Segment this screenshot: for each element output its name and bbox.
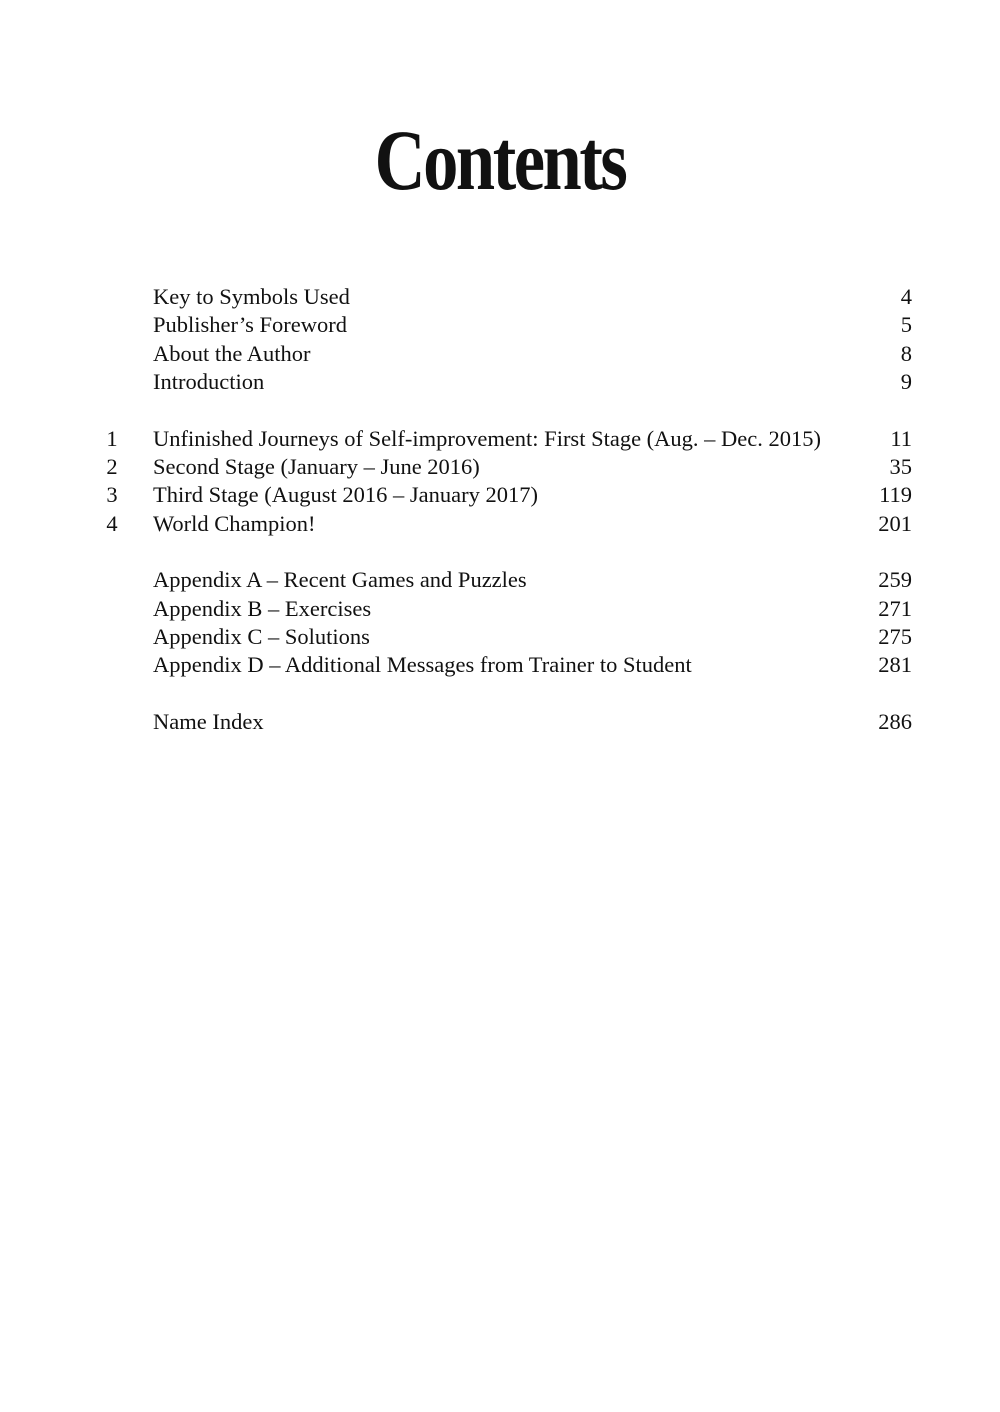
- toc-entry-title: Publisher’s Foreword: [153, 312, 347, 338]
- toc-entry-title: Key to Symbols Used: [153, 284, 350, 309]
- toc-entry-title: Appendix A – Recent Games and Puzzles: [153, 567, 527, 593]
- toc-entry-title: Appendix B – Exercises: [153, 595, 372, 621]
- toc-entry-page: 9: [900, 369, 912, 395]
- toc-entry-title: About the Author: [153, 340, 311, 366]
- toc-entry-publishers-foreword[interactable]: [100, 311, 912, 339]
- toc-entry-appendix-c[interactable]: [100, 623, 912, 651]
- toc-entry-appendix-b[interactable]: [100, 595, 912, 623]
- toc-entry-about-the-author[interactable]: [100, 340, 912, 368]
- index-section: [100, 708, 912, 736]
- chapter-number: 1: [106, 425, 118, 451]
- toc-entry-title: Appendix C – Solutions: [153, 623, 370, 649]
- toc-entry-page: 8: [900, 340, 912, 366]
- toc-entry-page: 281: [878, 652, 912, 678]
- toc-entry-chapter-2[interactable]: [100, 453, 912, 481]
- toc-entry-page: 5: [900, 312, 912, 338]
- toc-entry-introduction[interactable]: [100, 368, 912, 396]
- toc-entry-page: 275: [878, 623, 912, 649]
- toc-entry-chapter-3[interactable]: [100, 481, 912, 509]
- toc-entry-title: World Champion!: [153, 510, 316, 536]
- chapter-number: 3: [106, 482, 118, 508]
- toc-entry-title: Appendix D – Additional Messages from Trainer to Student: [153, 652, 692, 678]
- toc-entry-appendix-a[interactable]: [100, 566, 912, 594]
- toc-entry-page: 201: [878, 510, 912, 536]
- appendices-section: [100, 566, 912, 680]
- toc-entry-title: Name Index: [153, 708, 264, 734]
- toc-entry-title: Unfinished Journeys of Self-improvement: First Stage (Aug. – Dec. 2015): [153, 425, 822, 451]
- toc-entry-chapter-1[interactable]: [100, 425, 912, 453]
- toc-entry-page: 271: [878, 595, 912, 621]
- front-matter-section: [100, 283, 912, 397]
- toc-entry-name-index[interactable]: [100, 708, 912, 736]
- toc-entry-appendix-d[interactable]: [100, 651, 912, 679]
- toc-entry-page: 119: [879, 482, 912, 508]
- toc-entry-title: Second Stage (January – June 2016): [153, 453, 480, 479]
- table-of-contents: [100, 283, 912, 764]
- chapter-number: 2: [106, 453, 118, 479]
- toc-entry-key-to-symbols[interactable]: [100, 283, 912, 311]
- toc-entry-title: Third Stage (August 2016 – January 2017): [153, 482, 538, 508]
- toc-entry-page: 259: [878, 567, 912, 593]
- chapter-number: 4: [106, 510, 118, 536]
- toc-entry-page: 11: [890, 425, 912, 451]
- page-title: Contents: [374, 112, 626, 208]
- toc-entry-page: 4: [900, 284, 912, 309]
- toc-entry-chapter-4[interactable]: [100, 510, 912, 538]
- toc-entry-page: 286: [878, 708, 912, 734]
- chapters-section: [100, 425, 912, 539]
- toc-entry-title: Introduction: [153, 369, 265, 395]
- toc-entry-page: 35: [889, 453, 912, 479]
